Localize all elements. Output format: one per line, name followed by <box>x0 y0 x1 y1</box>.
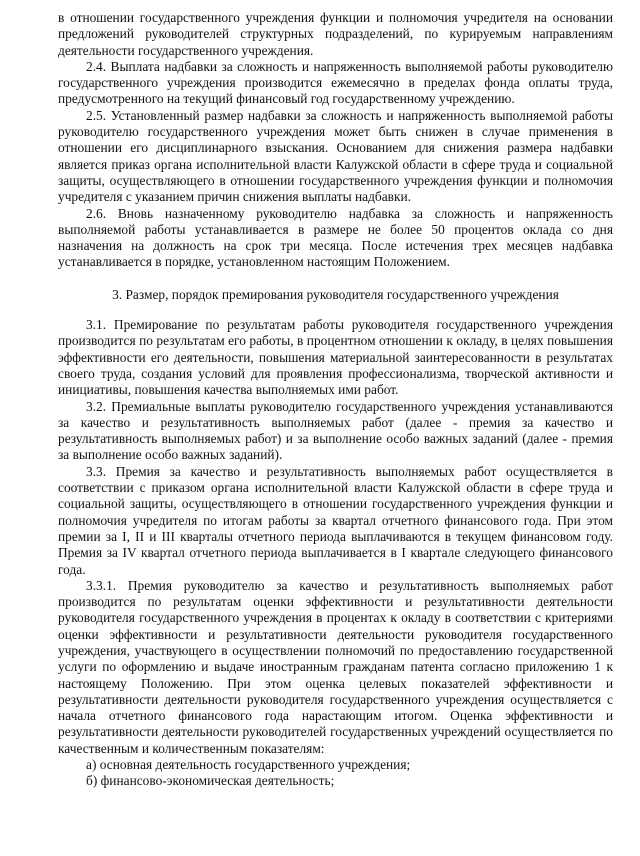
paragraph-3-3: 3.3. Премия за качество и результативность выполняемых работ осуществляется в соответствии с приказом органа исполнительной власти Калужской области в сфере труда и социальной защиты, осуществляющего в отношении государственного учреждения функции и полномочия учредителя по итогам работы за квартал отчетного финансового года. При этом премии за I, II и III кварталы отчетного периода выплачиваются в текущем финансовом году. Премия за IV квартал отчетного периода выплачивается в I квартале следующего финансового года. <box>58 463 613 577</box>
paragraph-3-1: 3.1. Премирование по результатам работы руководителя государственного учреждения производится по результатам его работы, в процентном отношении к окладу, в целях повышения эффективности его деятельности, повышения материальной заинтересованности в результатах своего труда, создания условий для проявления профессионализма, творческой активности и инициативы, повышения качества выполняемых ими работ. <box>58 317 613 398</box>
section-3-heading: 3. Размер, порядок премирования руководителя государственного учреждения <box>112 286 559 302</box>
paragraph-2-5: 2.5. Установленный размер надбавки за сложность и напряженность выполняемой работы руководителю государственного учреждения может быть снижен в случае применения в отношении его дисциплинарного взыскания. Основанием для снижения размера надбавки является приказ органа исполнительной власти Калужской области в сфере труда и социальной защиты, осуществляющего в отношении государственного учреждения функции и полномочия учредителя с указанием причин снижения выплаты надбавки. <box>58 107 613 205</box>
paragraph-3-2: 3.2. Премиальные выплаты руководителю государственного учреждения устанавливаются за качество и результативность выполняемых работ (далее - премия за качество и результативность выполняемых работ) и за выполнение особо важных заданий (далее - премия за выполнение особо важных заданий). <box>58 398 613 463</box>
paragraph-continuation: в отношении государственного учреждения функции и полномочия учредителя на основании предложений руководителей структурных подразделений, по курируемым направлениям деятельности государственного учреждения. <box>58 10 613 58</box>
paragraph-2-6: 2.6. Вновь назначенному руководителю надбавка за сложность и напряженность выполняемой работы устанавливается в размере не более 50 процентов оклада со дня назначения на должность на срок три месяца. После истечения трех месяцев надбавка устанавливается в порядке, установленном настоящим Положением. <box>58 205 613 270</box>
paragraph-2-4: 2.4. Выплата надбавки за сложность и напряженность выполняемой работы руководителю государственного учреждения производится ежемесячно в пределах фонда оплаты труда, предусмотренного на текущий финансовый год государственному учреждению. <box>58 58 613 107</box>
paragraph-3-3-1: 3.3.1. Премия руководителю за качество и результативность выполняемых работ производится по результатам оценки эффективности и результативности деятельности руководителя государственного учреждения в процентах к окладу в соответствии с критериями оценки эффективности и результативности деятельности руководителя государственного учреждения, участвующего в осуществлении полномочий по предоставлению государственной услуги по оформлению и выдаче иностранным гражданам патента согласно приложению 1 к настоящему Положению. При этом оценка целевых показателей эффективности и результативности деятельности руководителя государственного учреждения осуществляется с начала отчетного финансового года нарастающим итогом. Оценка эффективности и результативности деятельности руководителей государственных учреждений осуществляется по качественным и количественным показателям: <box>58 577 613 756</box>
list-item-a: а) основная деятельность государственного учреждения; <box>86 757 411 773</box>
list-item-b: б) финансово-экономическая деятельность; <box>86 773 335 789</box>
